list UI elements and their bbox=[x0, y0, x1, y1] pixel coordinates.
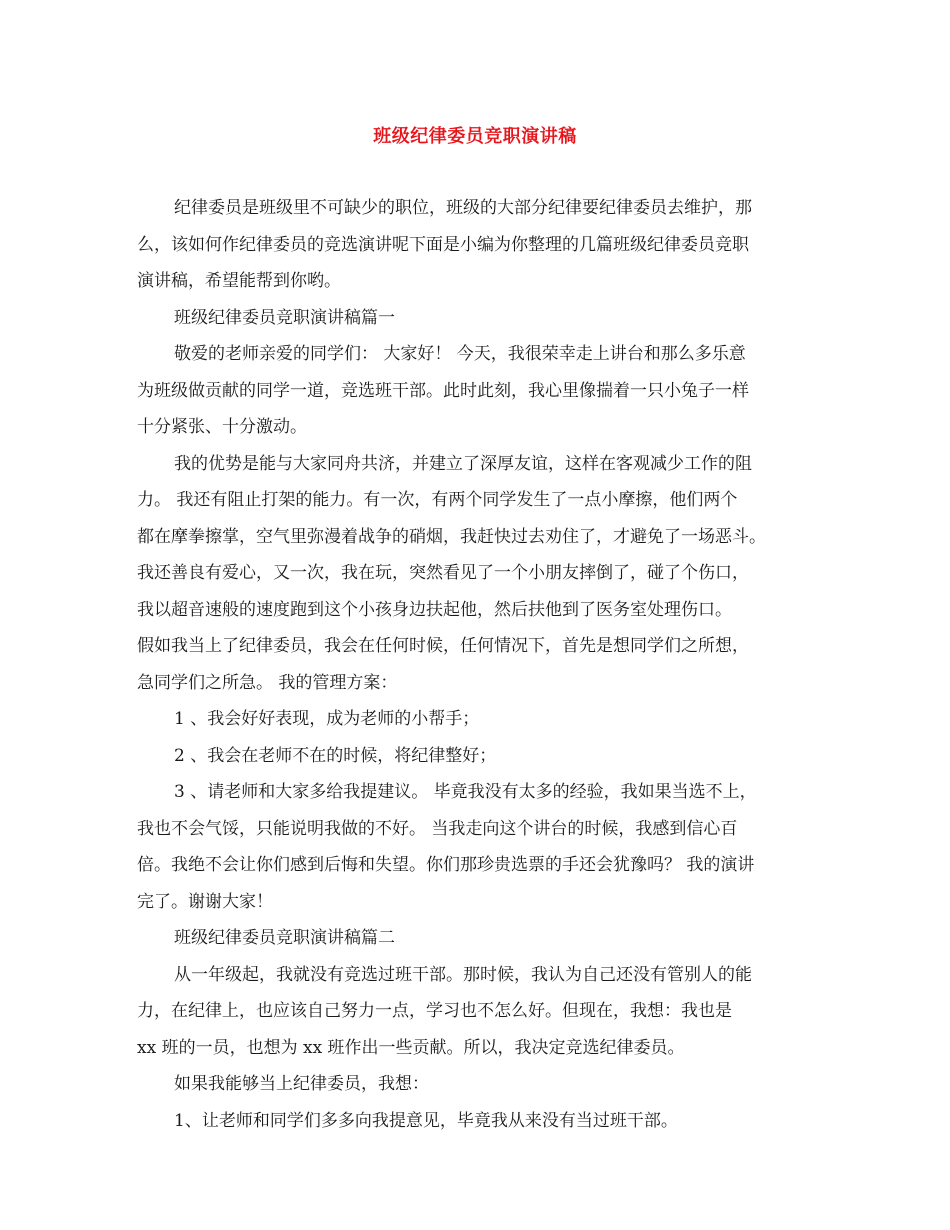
paragraph-line: 我的优势是能与大家同舟共济，并建立了深厚友谊，这样在客观减少工作的阻 bbox=[174, 453, 752, 474]
list-item: 1 、我会好好表现，成为老师的小帮手； bbox=[174, 709, 480, 729]
paragraph-line: 完了。谢谢大家！ bbox=[137, 891, 273, 912]
paragraph-line: 从一年级起，我就没有竞选过班干部。那时候，我认为自己还没有管别人的能 bbox=[174, 964, 752, 985]
list-item: 1、让老师和同学们多多向我提意见，毕竟我从来没有当过班干部。 bbox=[174, 1110, 678, 1131]
paragraph-line: xx 班的一员，也想为 xx 班作出一些贡献。所以，我决定竞选纪律委员。 bbox=[137, 1037, 685, 1058]
paragraph-line: 为班级做贡献的同学一道，竞选班干部。此时此刻，我心里像揣着一只小兔子一样 bbox=[137, 380, 749, 401]
section-heading: 班级纪律委员竞职演讲稿篇二 bbox=[174, 928, 395, 948]
paragraph-line: 十分紧张、十分激动。 bbox=[137, 417, 307, 437]
paragraph-line: 力。 我还有阻止打架的能力。有一次，有两个同学发生了一点小摩擦，他们两个 bbox=[137, 490, 738, 510]
paragraph-line: 演讲稿，希望能帮到你哟。 bbox=[137, 271, 341, 291]
paragraph-line: 敬爱的老师亲爱的同学们： 大家好！ 今天，我很荣幸走上讲台和那么多乐意 bbox=[174, 344, 746, 364]
paragraph-line: 假如我当上了纪律委员，我会在任何时候，任何情况下，首先是想同学们之所想， bbox=[137, 636, 749, 656]
list-item: 3 、请老师和大家多给我提建议。 毕竟我没有太多的经验，我如果当选不上， bbox=[174, 782, 757, 802]
paragraph-line: 倍。我绝不会让你们感到后悔和失望。你们那珍贵选票的手还会犹豫吗？ 我的演讲 bbox=[137, 855, 755, 875]
paragraph-line: 如果我能够当上纪律委员，我想： bbox=[174, 1074, 429, 1094]
document-body bbox=[137, 190, 817, 1139]
document-title: 班级纪律委员竞职演讲稿 bbox=[373, 126, 577, 147]
paragraph-line: 我以超音速般的速度跑到这个小孩身边扶起他，然后扶他到了医务室处理伤口。 bbox=[137, 599, 732, 620]
list-item: 2 、我会在老师不在的时候，将纪律整好； bbox=[174, 745, 497, 766]
section-heading: 班级纪律委员竞职演讲稿篇一 bbox=[174, 307, 395, 328]
paragraph-line: 力，在纪律上，也应该自己努力一点，学习也不怎么好。但现在，我想：我也是 bbox=[137, 1001, 732, 1021]
paragraph-line: 急同学们之所急。 我的管理方案： bbox=[137, 672, 398, 693]
paragraph-line: 都在摩拳擦掌，空气里弥漫着战争的硝烟，我赶快过去劝住了，才避免了一场恶斗。 bbox=[137, 526, 766, 547]
paragraph-line: 我还善良有爱心，又一次，我在玩，突然看见了一个小朋友摔倒了，碰了个伤口， bbox=[137, 563, 749, 583]
paragraph-line: 纪律委员是班级里不可缺少的职位，班级的大部分纪律要纪律委员去维护，那 bbox=[174, 198, 752, 218]
paragraph-line: 么，该如何作纪律委员的竞选演讲呢下面是小编为你整理的几篇班级纪律委员竞职 bbox=[137, 234, 749, 255]
paragraph-line: 我也不会气馁，只能说明我做的不好。 当我走向这个讲台的时候，我感到信心百 bbox=[137, 818, 738, 839]
